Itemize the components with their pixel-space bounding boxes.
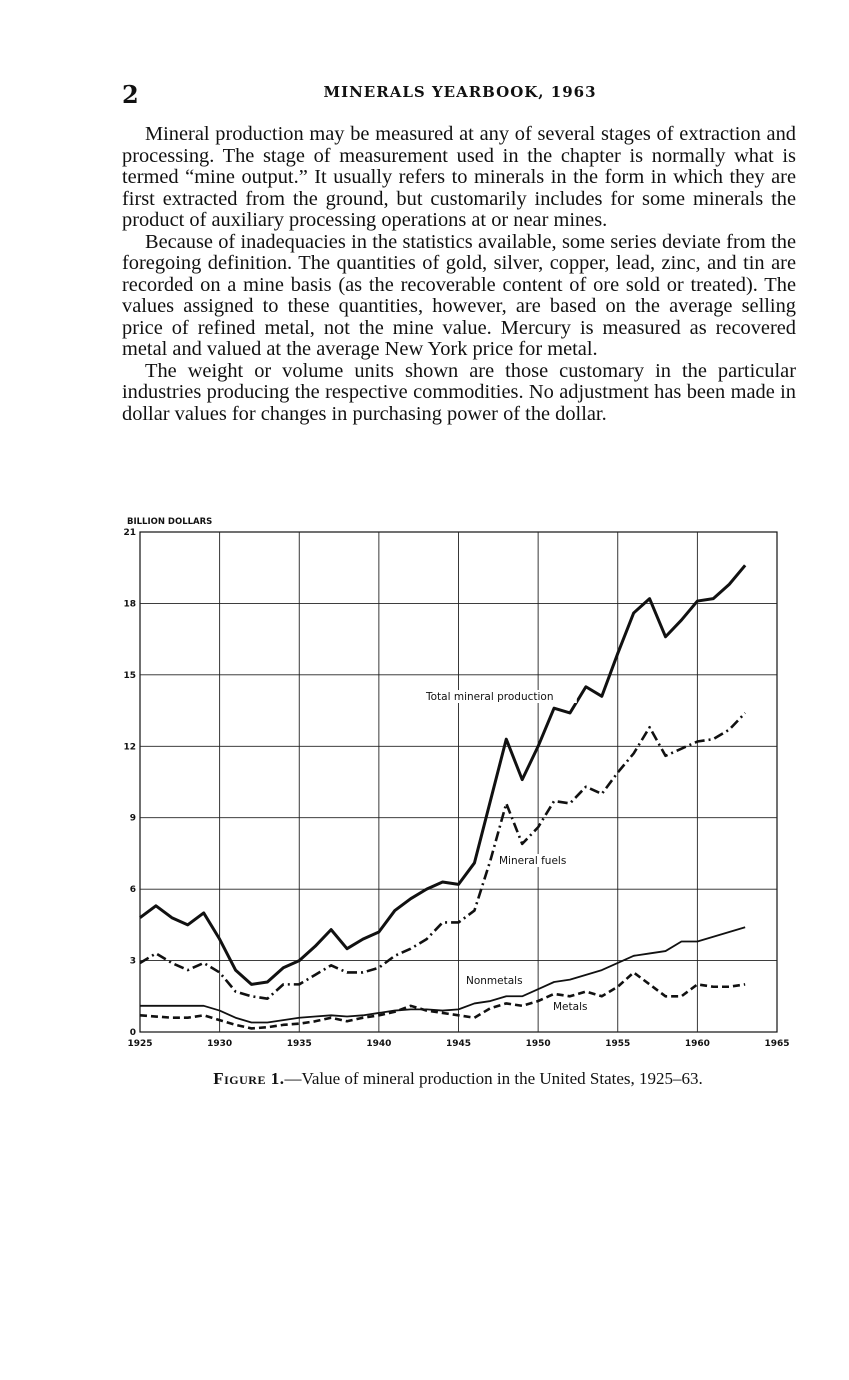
x-tick-label: 1940 [366,1039,392,1049]
running-head: MINERALS YEARBOOK, 1963 [323,83,597,101]
y-tick-label: 21 [123,528,136,538]
paragraph: Mineral production may be measured at any of several stages of extraction and processing. The stage of measurement used in the chapter is normally what is termed “mine output.” It usually refers to minerals in the form in which they are first extracted from the ground, but customarily includes for some minerals the product of auxiliary processing operations at or near mines. [122,123,796,231]
paragraph: Because of inadequacies in the statistics available, some series deviate from the foregoing definition. The quantities of gold, silver, copper, lead, zinc, and tin are recorded on a mine basis (as the recoverable content of ore sold or treated). The values assigned to these quantities, however, are based on the average selling price of refined metal, not the mine value. Mercury is measured as recovered metal and valued at the average New York price for metal. [122,230,796,360]
mineral-production-chart [0,505,849,1065]
figure-caption-label: Figure 1. [213,1069,285,1088]
series-label: Total mineral production [426,691,554,703]
y-tick-label: 15 [123,670,136,681]
x-tick-label: 1930 [207,1039,233,1049]
series-label: Mineral fuels [499,855,567,867]
x-tick-label: 1945 [445,1039,472,1049]
series-line-nonmetals [140,927,745,1022]
y-tick-label: 18 [123,599,136,610]
y-axis-label: BILLION DOLLARS [127,517,213,527]
y-tick-label: 0 [129,1028,136,1038]
x-tick-label: 1950 [525,1039,551,1049]
series-line-total-mineral-production [140,565,745,984]
x-tick-labels [127,1039,789,1049]
series-label: Nonmetals [466,975,523,987]
page-number: 2 [122,80,139,109]
y-tick-label: 3 [129,956,136,967]
y-tick-label: 12 [123,742,136,753]
figure-caption [0,1069,849,1089]
chart-series [140,565,745,1028]
series-line-mineral-fuels [140,713,745,999]
y-tick-label: 9 [129,813,136,824]
series-labels [424,690,592,1013]
x-tick-label: 1955 [605,1039,631,1049]
series-line-metals [140,972,745,1028]
x-tick-label: 1965 [764,1039,790,1049]
paragraph: The weight or volume units shown are those customary in the particular industries producing the respective commodities. No adjustment has been made in dollar values for changes in purchasing power of the dollar. [122,359,796,425]
y-tick-label: 6 [129,885,136,896]
x-tick-label: 1925 [127,1039,153,1049]
chart-grid [140,532,777,1032]
figure-caption-text: —Value of mineral production in the United States, 1925–63. [284,1069,703,1088]
x-tick-label: 1960 [684,1039,710,1049]
body-text [122,124,796,425]
x-tick-label: 1935 [286,1039,312,1049]
y-tick-labels [123,528,136,1038]
series-label: Metals [553,1001,588,1013]
